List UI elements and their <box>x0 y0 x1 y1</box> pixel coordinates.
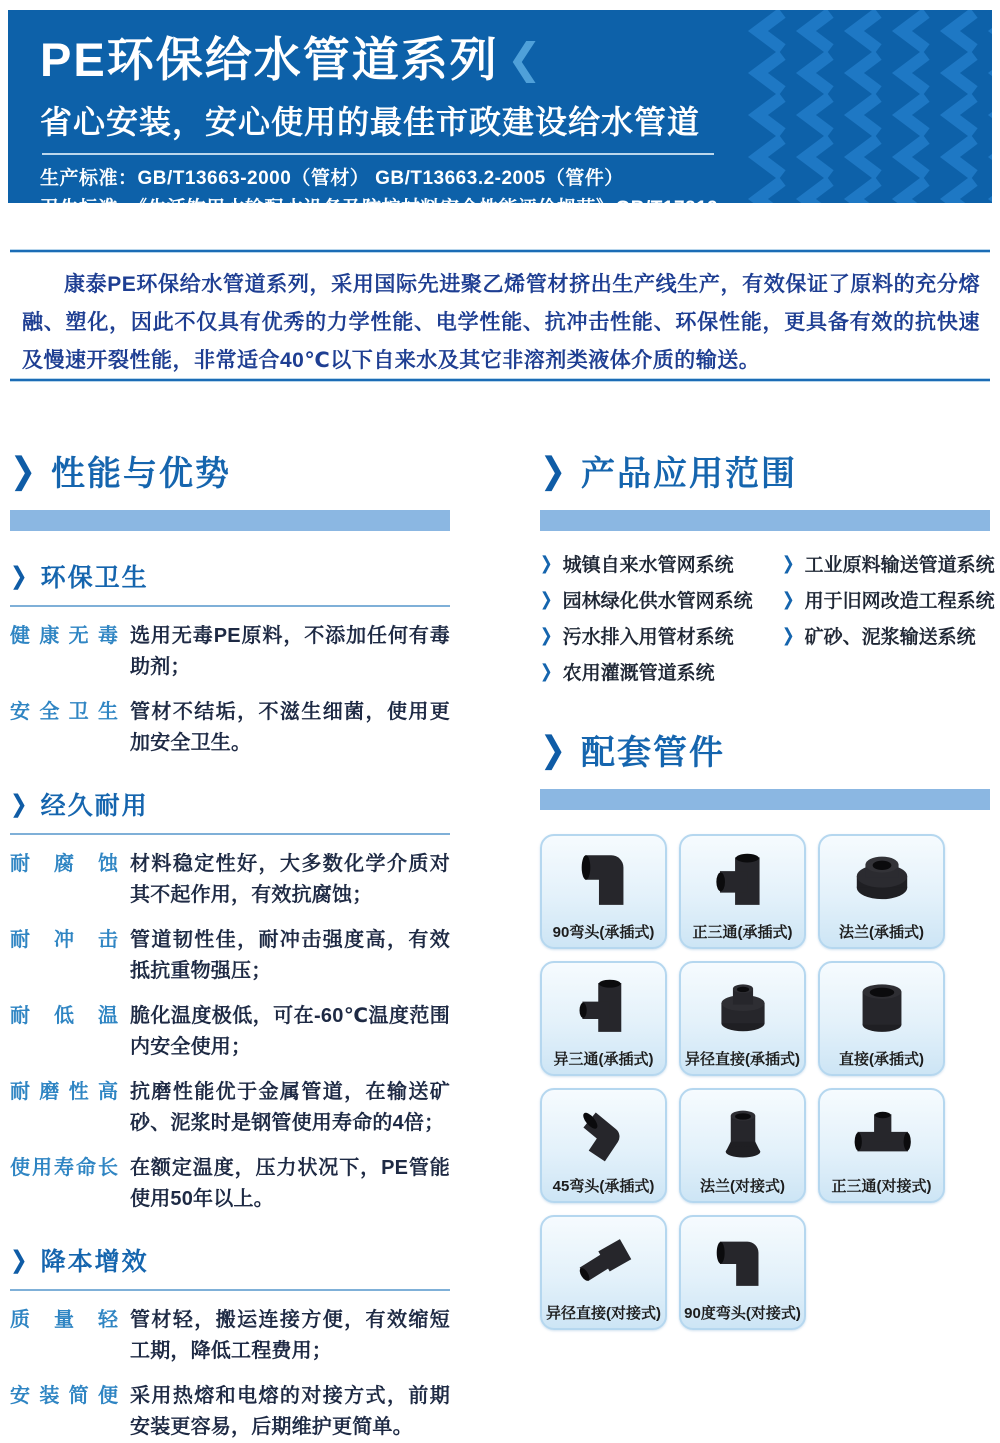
chevron-icon <box>10 564 28 588</box>
chevron-bullet-icon <box>540 627 553 645</box>
feature-desc: 抗磨性能优于金属管道，在输送矿砂、泥浆时是钢管使用寿命的4倍； <box>130 1081 450 1134</box>
chevron-icon <box>10 1248 28 1272</box>
page-title: PE环保给水管道系列 <box>40 33 499 86</box>
fitting-label: 异径直接(承插式) <box>685 1051 800 1068</box>
fitting-label: 90度弯头(对接式) <box>684 1305 801 1322</box>
feature-row <box>10 621 450 683</box>
fitting-card <box>679 1215 806 1330</box>
subsection-title: 经久耐用 <box>40 792 149 820</box>
application-item <box>540 658 782 685</box>
feature-desc: 采用热熔和电熔的对接方式，前期安装更容易，后期维护更简单。 <box>130 1385 450 1438</box>
feature-row <box>10 1305 450 1367</box>
fitting-card <box>818 834 945 949</box>
application-label: 城镇自来水管网系统 <box>562 555 734 576</box>
section-accent-bar <box>540 789 990 810</box>
section-title: 产品应用范围 <box>580 455 797 493</box>
application-label: 用于旧网改造工程系统 <box>804 591 995 612</box>
subsection-heading-durable <box>10 786 450 835</box>
applications-list <box>540 550 995 694</box>
feature-term: 耐磨性高 <box>10 1081 118 1103</box>
feature-rows <box>10 849 450 1215</box>
fitting-label: 异三通(承插式) <box>553 1051 654 1068</box>
feature-term: 耐冲击 <box>10 929 118 951</box>
fitting-label: 90弯头(承插式) <box>552 924 655 941</box>
right-column <box>540 446 995 1443</box>
subsection-title: 降本增效 <box>40 1248 149 1276</box>
application-item <box>782 550 995 577</box>
chevron-icon <box>540 453 566 489</box>
fitting-label: 正三通(承插式) <box>692 924 793 941</box>
chevron-bullet-icon <box>782 627 795 645</box>
applications-column-2 <box>782 550 995 694</box>
fitting-card <box>679 961 806 1076</box>
application-label: 污水排入用管材系统 <box>562 627 734 648</box>
chevron-bullet-icon <box>540 663 553 681</box>
chevron-bullet-icon <box>782 555 795 573</box>
fitting-card <box>540 961 667 1076</box>
fitting-label: 法兰(承插式) <box>839 924 924 941</box>
performance-heading <box>10 446 450 495</box>
feature-desc: 管材不结垢，不滋生细菌，使用更加安全卫生。 <box>130 701 450 754</box>
fitting-label: 异径直接(对接式) <box>546 1305 661 1322</box>
feature-row <box>10 697 450 759</box>
reducer-butt-icon <box>565 1224 643 1296</box>
application-label: 农用灌溉管道系统 <box>562 663 715 684</box>
application-item <box>782 622 990 649</box>
subsection-heading-eco <box>10 558 450 607</box>
chevron-bullet-icon <box>782 591 795 609</box>
coupling-socket-icon <box>843 970 921 1042</box>
application-label: 矿砂、泥浆输送系统 <box>804 627 976 648</box>
feature-desc: 选用无毒PE原料，不添加任何有毒助剂； <box>130 625 450 678</box>
section-title: 性能与优势 <box>50 455 231 493</box>
feature-desc: 脆化温度极低，可在-60℃温度范围内安全使用； <box>130 1005 450 1058</box>
header-banner <box>8 10 992 219</box>
divider-line <box>10 378 990 382</box>
hygiene-standard: 卫生标准：《生活饮用水输配水设备及防护材料安全性能评价规范》GB/T17219 <box>40 198 719 219</box>
feature-rows <box>10 621 450 759</box>
fitting-label: 45弯头(承插式) <box>552 1178 655 1195</box>
flange-butt-icon <box>704 1097 782 1169</box>
application-label: 工业原料输送管道系统 <box>804 555 995 576</box>
subtitle-rule <box>42 153 714 155</box>
elbow45-socket-icon <box>565 1097 643 1169</box>
fitting-label: 法兰(对接式) <box>700 1178 785 1195</box>
feature-term: 耐腐蚀 <box>10 853 118 875</box>
feature-term: 质量轻 <box>10 1309 118 1331</box>
feature-row <box>10 925 450 987</box>
chevron-bullet-icon <box>540 591 553 609</box>
performance-section <box>10 446 450 1443</box>
feature-desc: 在额定温度，压力状况下，PE管能使用50年以上。 <box>130 1157 450 1210</box>
feature-term: 安全卫生 <box>10 701 118 723</box>
fitting-card <box>679 1088 806 1203</box>
chevron-icon <box>540 732 566 768</box>
fittings-heading <box>540 725 990 774</box>
fittings-grid <box>540 834 990 1330</box>
feature-rows <box>10 1305 450 1443</box>
fitting-label: 直接(承插式) <box>839 1051 924 1068</box>
divider-line <box>10 249 990 253</box>
application-item <box>540 622 782 649</box>
feature-row <box>10 1001 450 1063</box>
tee-butt-icon <box>843 1097 921 1169</box>
chevron-icon <box>10 792 28 816</box>
feature-row <box>10 1381 450 1443</box>
applications-heading <box>540 446 990 495</box>
title-accent-icon: ❮ <box>506 35 542 82</box>
elbow90-socket-icon <box>565 843 643 915</box>
feature-term: 健康无毒 <box>10 625 118 647</box>
reducer-socket-icon <box>704 970 782 1042</box>
fitting-card <box>818 1088 945 1203</box>
feature-row <box>10 1153 450 1215</box>
reducing-tee-socket-icon <box>565 970 643 1042</box>
fitting-card <box>540 834 667 949</box>
intro-paragraph: 康泰PE环保给水管道系列，采用国际先进聚乙烯管材挤出生产线生产，有效保证了原料的充分熔融、塑化，因此不仅具有优秀的力学性能、电学性能、抗冲击性能、环保性能，更具备有效的抗快速及慢速开裂性能，非常适合40℃以下自来水及其它非溶剂类液体介质的输送。 <box>22 273 980 372</box>
feature-row <box>10 1077 450 1139</box>
feature-desc: 管道韧性佳，耐冲击强度高，有效抵抗重物强压； <box>130 929 450 982</box>
content-columns <box>10 446 995 1443</box>
section-accent-bar <box>10 510 450 531</box>
chevron-icon <box>10 453 36 489</box>
fitting-card <box>679 834 806 949</box>
applications-column-1 <box>540 550 782 694</box>
chevron-bullet-icon <box>540 555 553 573</box>
feature-term: 使用寿命长 <box>10 1157 118 1179</box>
fitting-card <box>540 1215 667 1330</box>
feature-desc: 管材轻，搬运连接方便，有效缩短工期，降低工程费用； <box>130 1309 450 1362</box>
application-item <box>540 586 782 613</box>
section-accent-bar <box>540 510 990 531</box>
feature-term: 安装简便 <box>10 1385 118 1407</box>
application-label: 园林绿化供水管网系统 <box>562 591 753 612</box>
production-standard: 生产标准：GB/T13663-2000（管材） GB/T13663.2-2005（管件） <box>40 168 624 189</box>
application-item <box>540 550 782 577</box>
flange-socket-icon <box>843 843 921 915</box>
elbow90-butt-icon <box>704 1224 782 1296</box>
feature-desc: 材料稳定性好，大多数化学介质对其不起作用，有效抗腐蚀； <box>130 853 450 906</box>
feature-term: 耐低温 <box>10 1005 118 1027</box>
feature-row <box>10 849 450 911</box>
fitting-label: 正三通(对接式) <box>831 1178 932 1195</box>
page-subtitle: 省心安装，安心使用的最佳市政建设给水管道 <box>40 104 701 140</box>
tee-socket-icon <box>704 843 782 915</box>
fitting-card <box>540 1088 667 1203</box>
section-title: 配套管件 <box>580 734 725 772</box>
subsection-title: 环保卫生 <box>40 564 149 592</box>
subsection-heading-cost <box>10 1242 450 1291</box>
application-item <box>782 586 995 613</box>
fitting-card <box>818 961 945 1076</box>
